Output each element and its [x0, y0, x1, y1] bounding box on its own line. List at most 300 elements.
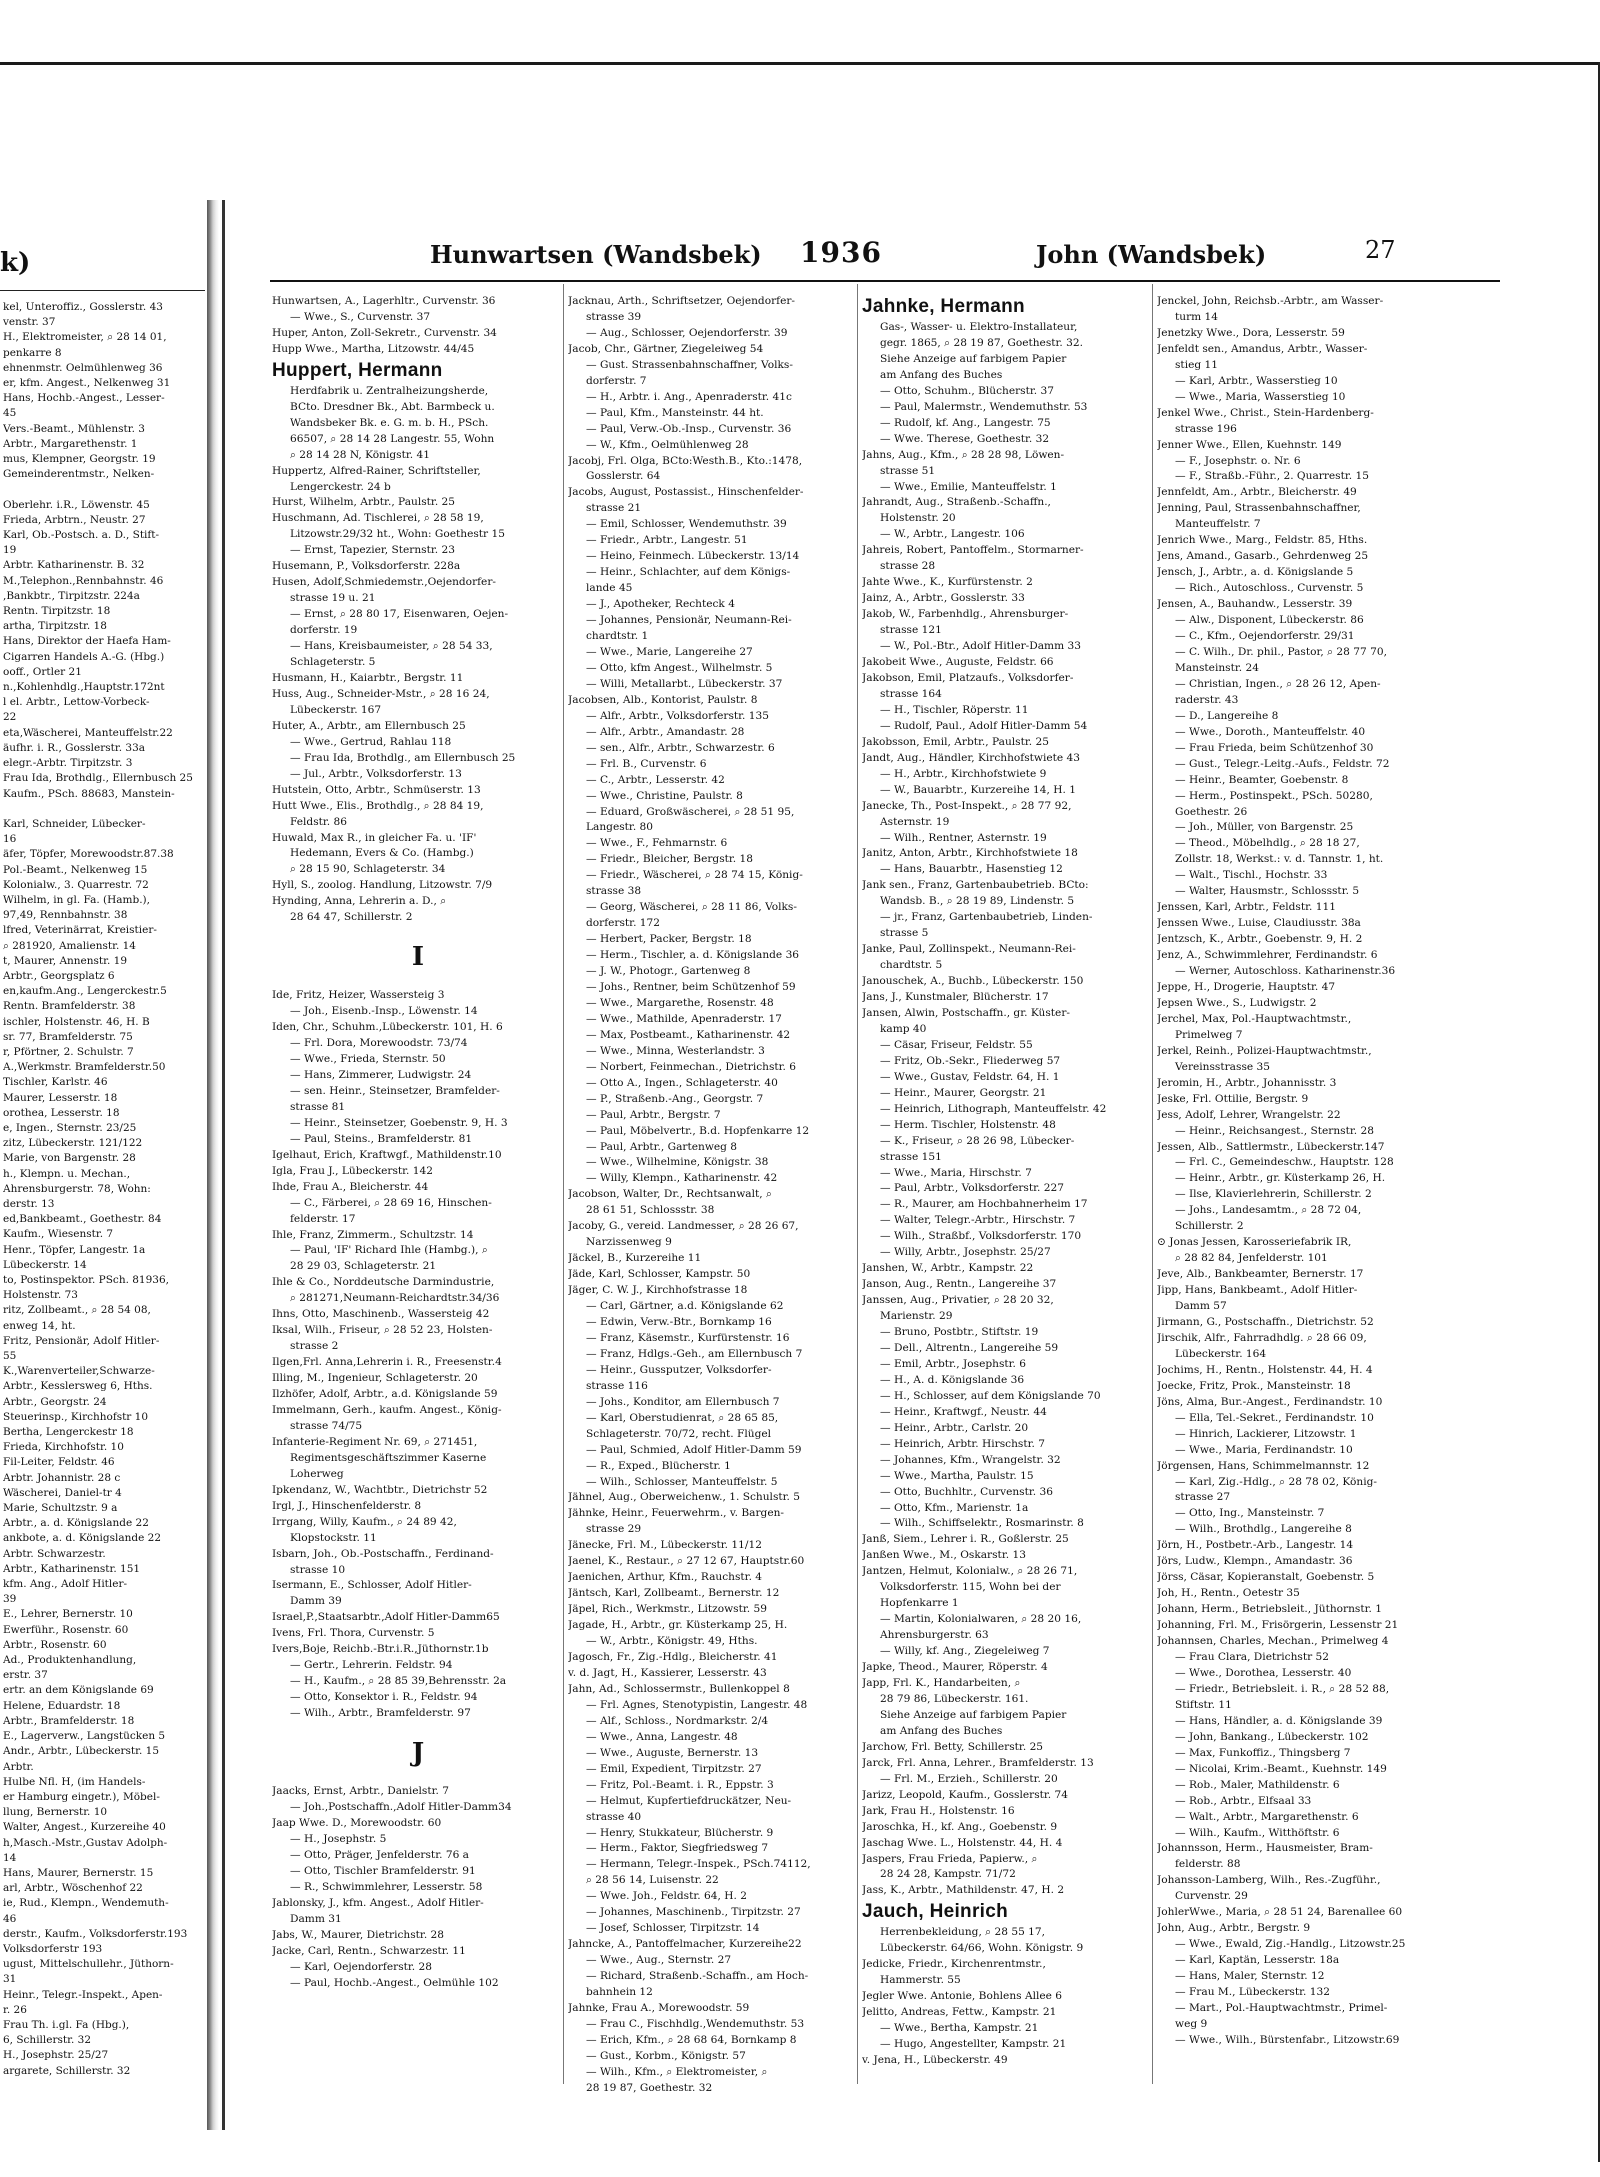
directory-entry: strasse 2	[290, 1340, 339, 1353]
left-page-line: 46	[3, 1912, 17, 1925]
directory-entry: Holstenstr. 20	[880, 512, 956, 525]
directory-entry: — Hermann, Telegr.-Inspek., PSch.74112,	[586, 1858, 811, 1871]
left-page-line: Tischler, Karlstr. 46	[3, 1076, 108, 1089]
left-page-line: Arbtr., Bramfelderstr. 18	[3, 1714, 135, 1727]
left-page-line: Karl, Schneider, Lübecker-	[3, 817, 146, 830]
directory-entry: — Erich, Kfm., ⌕ 28 68 64, Bornkamp 8	[586, 2033, 797, 2046]
directory-entry: Ihde, Frau A., Bleicherstr. 44	[272, 1180, 429, 1193]
directory-entry: — Paul, Hochb.-Angest., Oelmühle 102	[290, 1976, 499, 1989]
directory-entry: Jakobson, Emil, Platzaufs., Volksdorfer-	[862, 671, 1074, 684]
left-page-line: Frau Th. i.gl. Fa (Hbg.),	[3, 2018, 130, 2031]
left-page-line: eta,Wäscherei, Manteuffelstr.22	[3, 726, 173, 739]
left-page-rule	[0, 290, 205, 291]
directory-entry: Huss, Aug., Schneider-Mstr., ⌕ 28 16 24,	[272, 687, 490, 700]
directory-entry: — Wilh., Rentner, Asternstr. 19	[880, 831, 1047, 844]
directory-entry: — Cäsar, Friseur, Feldstr. 55	[880, 1038, 1033, 1051]
left-page-line: r. 26	[3, 2003, 27, 2016]
directory-entry: Klopstockstr. 11	[290, 1531, 377, 1544]
left-page-line: kfm. Ang., Adolf Hitler-	[3, 1578, 128, 1591]
directory-page	[240, 232, 1510, 2132]
directory-entry: Jaenichen, Arthur, Kfm., Rauchstr. 4	[568, 1571, 763, 1584]
directory-entry: — Heinr., Maurer, Georgstr. 21	[880, 1086, 1047, 1099]
directory-entry: — Johs., Rentner, beim Schützenhof 59	[586, 980, 796, 993]
left-page-line: 39	[3, 1593, 17, 1606]
directory-entry: — Edwin, Verw.-Btr., Bornkamp 16	[586, 1316, 772, 1328]
directory-entry: — Joh., Müller, von Bargenstr. 25	[1175, 821, 1354, 834]
directory-entry: — Friedr., Bleicher, Bergstr. 18	[586, 853, 754, 866]
left-page-heading: k)	[0, 248, 31, 278]
left-page-line: llung, Bernerstr. 10	[3, 1806, 108, 1819]
left-page-line: Bertha, Lengerckestr 18	[3, 1426, 134, 1439]
directory-entry: Johannsson, Herm., Hausmeister, Bram-	[1157, 1842, 1373, 1855]
left-page-line: lfred, Veterinärrat, Kreistier-	[3, 924, 157, 937]
left-page-line: Holstenstr. 73	[3, 1289, 78, 1302]
directory-entry: Janecke, Th., Post-Inspekt., ⌕ 28 77 92,	[862, 799, 1072, 812]
directory-entry: — W., Pol.-Btr., Adolf Hitler-Damm 33	[880, 640, 1081, 653]
left-page-line: ed,Bankbeamt., Goethestr. 84	[3, 1213, 162, 1226]
directory-entry: — Wilh., Arbtr., Bramfelderstr. 97	[290, 1707, 471, 1720]
directory-entry: — Hugo, Angestellter, Kampstr. 21	[880, 2038, 1067, 2051]
directory-entry: Jahn, Ad., Schlossermstr., Bullenkoppel 8	[568, 1682, 790, 1695]
directory-entry: — Willy, kf. Ang., Ziegeleiweg 7	[880, 1645, 1050, 1658]
left-page-line: M.,Telephon.,Rennbahnstr. 46	[3, 574, 164, 587]
directory-entry: Huppertz, Alfred-Rainer, Schriftsteller,	[272, 464, 481, 477]
left-page-line: Fritz, Pensionär, Adolf Hitler-	[3, 1334, 160, 1347]
left-page-line: l el. Arbtr., Lettow-Vorbeck-	[3, 696, 150, 709]
directory-entry: — Frl. B., Curvenstr. 6	[586, 757, 707, 770]
directory-entry: Johann, Herm., Betriebsleit., Jüthornstr. 1	[1157, 1603, 1383, 1616]
directory-entry: — Otto, Präger, Jenfelderstr. 76 a	[290, 1848, 469, 1861]
directory-entry: — Wwe., Ewald, Zig.-Handlg., Litzowstr.25	[1175, 1938, 1406, 1951]
directory-entry: — Wwe., Maria, Wasserstieg 10	[1175, 390, 1346, 403]
directory-entry: — Wwe., Wilhelmine, Königstr. 38	[586, 1156, 769, 1169]
left-page-line: Wäscherei, Daniel-tr 4	[3, 1486, 122, 1499]
directory-entry: — Gust., Telegr.-Leitg.-Aufs., Feldstr. 72	[1175, 757, 1390, 770]
left-page-line: derstr. 13	[3, 1197, 55, 1210]
directory-entry: strasse 10	[290, 1563, 346, 1576]
directory-entry: Jähnel, Aug., Oberweichenw., 1. Schulstr. 5	[568, 1491, 801, 1504]
directory-entry: Ihle & Co., Norddeutsche Darmindustrie,	[272, 1276, 495, 1289]
directory-entry: 28 24 28, Kampstr. 71/72	[880, 1868, 1016, 1881]
directory-entry: Jaschag Wwe. L., Holstenstr. 44, H. 4	[862, 1836, 1063, 1849]
directory-entry: Jess, Adolf, Lehrer, Wrangelstr. 22	[1157, 1108, 1341, 1121]
directory-entry: Irgl, J., Hinschenfelderstr. 8	[272, 1499, 422, 1512]
directory-entry: — Herm., Postinspekt., PSch. 50280,	[1175, 789, 1373, 802]
directory-entry: — H., Tischler, Röperstr. 11	[880, 703, 1029, 716]
directory-entry: — Paul, Arbtr., Volksdorferstr. 227	[880, 1182, 1064, 1195]
directory-entry: — Willi, Metallarbt., Lübeckerstr. 37	[586, 677, 783, 690]
directory-entry: — Hans, Händler, a. d. Königslande 39	[1175, 1714, 1383, 1727]
directory-entry: Herdfabrik u. Zentralheizungsherde,	[290, 384, 489, 397]
directory-entry: — Wwe., Margarethe, Rosenstr. 48	[586, 996, 774, 1009]
directory-entry: Joecke, Fritz, Prok., Mansteinstr. 18	[1157, 1379, 1351, 1392]
directory-entry: Jass, K., Arbtr., Mathildenstr. 47, H. 2	[862, 1884, 1065, 1897]
left-page-line: h., Klempn. u. Mechan.,	[3, 1167, 131, 1180]
left-page-line: ⌕ 281920, Amalienstr. 14	[3, 939, 136, 952]
directory-entry: — Emil, Schlosser, Wendemuthstr. 39	[586, 518, 787, 531]
directory-entry: — Bruno, Postbtr., Stiftstr. 19	[880, 1326, 1039, 1339]
directory-entry: Jainz, A., Arbtr., Gosslerstr. 33	[862, 592, 1025, 605]
directory-entry: Jacobsen, Alb., Kontorist, Paulstr. 8	[568, 693, 758, 706]
directory-entry: — Otto, Schuhm., Blücherstr. 37	[880, 384, 1054, 397]
directory-entry: — Josef, Schlosser, Tirpitzstr. 14	[586, 1922, 760, 1935]
directory-entry: Stiftstr. 11	[1175, 1698, 1232, 1711]
directory-entry: Manteuffelstr. 7	[1175, 518, 1261, 531]
directory-entry: Hutt Wwe., Elis., Brothdlg., ⌕ 28 84 19,	[272, 799, 484, 812]
left-page-line: Frieda, Arbtrn., Neustr. 27	[3, 513, 146, 526]
directory-entry: Jeske, Frl. Ottilie, Bergstr. 9	[1157, 1092, 1309, 1105]
directory-entry: Jochims, H., Rentn., Holstenstr. 44, H. 4	[1157, 1363, 1373, 1376]
directory-entry: — Wilh., Schlosser, Manteuffelstr. 5	[586, 1475, 778, 1488]
directory-entry: am Anfang des Buches	[880, 368, 1003, 381]
left-page-line: äfer, Töpfer, Morewoodstr.87.38	[3, 848, 174, 861]
featured-listing: Huppert, Hermann	[272, 359, 443, 381]
directory-entry: Israel,P.,Staatsarbtr.,Adolf Hitler-Damm65	[272, 1611, 500, 1624]
directory-entry: Janke, Paul, Zollinspekt., Neumann-Rei-	[862, 943, 1076, 956]
directory-entry: — Wwe., Gustav, Feldstr. 64, H. 1	[880, 1070, 1060, 1083]
left-page-line: ertr. an dem Königslande 69	[3, 1684, 154, 1697]
left-page-line: Ad., Produktenhandlung,	[3, 1654, 137, 1667]
directory-entry: — Christian, Ingen., ⌕ 28 26 12, Apen-	[1175, 677, 1381, 690]
directory-entry: Illing, M., Ingenieur, Schlageterstr. 20	[272, 1372, 478, 1385]
directory-column-1	[272, 294, 564, 1991]
directory-entry: — Alf., Schloss., Nordmarkstr. 2/4	[586, 1714, 769, 1727]
directory-entry: — Wwe., Wilh., Bürstenfabr., Litzowstr.69	[1175, 2033, 1400, 2046]
directory-entry: — Frl. C., Gemeindeschw., Hauptstr. 128	[1175, 1156, 1394, 1169]
left-page-line: Hulbe Nfl. H, (im Handels-	[3, 1775, 146, 1788]
directory-entry: — Alfr., Arbtr., Volksdorferstr. 135	[586, 709, 770, 722]
directory-entry: Jirschik, Alfr., Fahrradhdlg. ⌕ 28 66 09,	[1157, 1331, 1367, 1344]
directory-entry: — Hans, Bauarbtr., Hasenstieg 12	[880, 863, 1063, 876]
left-page-line: arl, Arbtr., Wöschenhof 22	[3, 1882, 143, 1895]
left-page-line: Frau Ida, Brothdlg., Ellernbusch 25	[3, 772, 193, 785]
directory-entry: — Gertr., Lehrerin. Feldstr. 94	[290, 1659, 453, 1672]
directory-entry: Jegler Wwe. Antonie, Bohlens Allee 6	[862, 1990, 1063, 2003]
directory-entry: gegr. 1865, ⌕ 28 19 87, Goethestr. 32.	[880, 336, 1084, 349]
directory-entry: Johansson-Lamberg, Wilh., Res.-Zugführ.,	[1157, 1874, 1381, 1887]
directory-entry: Jans, J., Kunstmaler, Blücherstr. 17	[862, 991, 1049, 1004]
directory-entry: — Karl, Oberstudienrat, ⌕ 28 65 85,	[586, 1411, 779, 1424]
left-page-line: venstr. 37	[3, 316, 56, 329]
directory-entry: — Wwe., Minna, Westerlandstr. 3	[586, 1044, 765, 1057]
left-page-line: Kaufm., PSch. 88683, Manstein-	[3, 787, 175, 800]
directory-entry: Zollstr. 18, Werkst.: v. d. Tannstr. 1, ht.	[1175, 853, 1384, 866]
directory-entry: — Herbert, Packer, Bergstr. 18	[586, 933, 752, 946]
directory-entry: — P., Straßenb.-Ang., Georgstr. 7	[586, 1092, 764, 1105]
directory-entry: Jensch, J., Arbtr., a. d. Königslande 5	[1157, 566, 1354, 579]
directory-entry: — Henry, Stukkateur, Blücherstr. 9	[586, 1826, 774, 1839]
left-page-line: Fil-Leiter, Feldstr. 46	[3, 1456, 115, 1469]
directory-entry: — Hans, Maler, Sternstr. 12	[1175, 1970, 1325, 1983]
directory-entry: 66507, ⌕ 28 14 28 Langestr. 55, Wohn	[290, 432, 495, 445]
directory-entry: Husemann, P., Volksdorferstr. 228a	[272, 560, 461, 573]
directory-entry: Jaspers, Frau Frieda, Papierw., ⌕	[862, 1852, 1038, 1865]
directory-entry: 28 61 51, Schlossstr. 38	[586, 1204, 715, 1217]
directory-entry: Jipp, Hans, Bankbeamt., Adolf Hitler-	[1157, 1284, 1358, 1297]
left-page-line: Marie, von Bargenstr. 28	[3, 1152, 136, 1165]
directory-entry: — Heinr., Kraftwgf., Neustr. 44	[880, 1405, 1047, 1418]
directory-entry: Ide, Fritz, Heizer, Wassersteig 3	[272, 989, 445, 1002]
left-page-line: ankbote, a. d. Königslande 22	[3, 1532, 161, 1545]
directory-entry: — Heinr., Arbtr., Carlstr. 20	[880, 1421, 1029, 1434]
directory-entry: ⌕ 28 14 28 N, Königstr. 41	[290, 448, 430, 461]
directory-entry: Wandsb. B., ⌕ 28 19 89, Lindenstr. 5	[880, 895, 1075, 908]
left-page-line: erstr. 37	[3, 1669, 48, 1682]
directory-entry: Damm 31	[290, 1912, 342, 1925]
directory-entry: strasse 74/75	[290, 1419, 363, 1432]
directory-entry: — Frl. M., Erzieh., Schillerstr. 20	[880, 1772, 1058, 1785]
directory-entry: Jörn, H., Postbetr.-Arb., Langestr. 14	[1157, 1539, 1354, 1552]
directory-entry: Jahrandt, Aug., Straßenb.-Schaffn.,	[862, 496, 1051, 509]
directory-entry: strasse 39	[586, 310, 642, 323]
left-page-line: en,kaufm.Ang., Lengerckestr.5	[3, 985, 167, 998]
directory-entry: — Wwe., Christine, Paulstr. 8	[586, 789, 743, 802]
directory-entry: — Jul., Arbtr., Volksdorferstr. 13	[290, 767, 462, 780]
directory-entry: — Martin, Kolonialwaren, ⌕ 28 20 16,	[880, 1613, 1082, 1626]
directory-entry: am Anfang des Buches	[880, 1724, 1003, 1737]
directory-entry: — Mart., Pol.-Hauptwachtmstr., Primel-	[1175, 2001, 1388, 2014]
directory-entry: Siehe Anzeige auf farbigem Papier	[880, 1708, 1067, 1721]
directory-entry: strasse 121	[880, 624, 942, 637]
directory-entry: — H., Kaufm., ⌕ 28 85 39,Behrensstr. 2a	[290, 1675, 507, 1688]
left-page-line: Marie, Schultzstr. 9 a	[3, 1502, 118, 1515]
directory-entry: — Karl, Arbtr., Wasserstieg 10	[1175, 374, 1338, 387]
directory-entry: BCto. Dresdner Bk., Abt. Barmbeck u.	[290, 400, 495, 413]
left-page-line: elegr.-Arbtr. Tirpitzstr. 3	[3, 757, 133, 770]
directory-entry: Joh, H., Rentn., Oetestr 35	[1157, 1587, 1300, 1600]
directory-entry: chardtstr. 1	[586, 630, 649, 643]
directory-entry: Hyll, S., zoolog. Handlung, Litzowstr. 7/9	[272, 879, 493, 892]
directory-entry: Ilzhöfer, Adolf, Arbtr., a.d. Königslande 59	[272, 1388, 498, 1401]
directory-entry: — Herm., Faktor, Siegfriedsweg 7	[586, 1842, 769, 1855]
directory-entry: — H., A. d. Königslande 36	[880, 1373, 1025, 1386]
directory-entry: raderstr. 43	[1175, 693, 1239, 706]
header-year: 1936	[800, 236, 882, 269]
directory-column-4	[1157, 294, 1457, 2049]
directory-entry: Lengerckestr. 24 b	[290, 480, 391, 493]
directory-entry: — Otto, Kfm., Marienstr. 1a	[880, 1501, 1029, 1514]
directory-entry: — H., Arbtr. i. Ang., Apenraderstr. 41c	[586, 390, 792, 403]
directory-entry: — Friedr., Arbtr., Langestr. 51	[586, 534, 748, 547]
directory-entry: — Otto A., Ingen., Schlageterstr. 40	[586, 1076, 778, 1089]
directory-entry: — Hans, Kreisbaumeister, ⌕ 28 54 33,	[290, 640, 493, 653]
directory-entry: — Johannes, Maschinenb., Tirpitzstr. 27	[586, 1906, 801, 1919]
left-page-line: Andr., Arbtr., Lübeckerstr. 15	[3, 1745, 160, 1758]
directory-entry: John, Aug., Arbtr., Bergstr. 9	[1157, 1922, 1311, 1935]
left-page-line: Ahrensburgerstr. 78, Wohn:	[3, 1182, 151, 1195]
directory-entry: ⌕ 28 15 90, Schlageterstr. 34	[290, 863, 446, 876]
directory-entry: — W., Bauarbtr., Kurzereihe 14, H. 1	[880, 783, 1076, 796]
directory-column-3	[862, 294, 1154, 2069]
directory-entry: Jenssen Wwe., Luise, Claudiusstr. 38a	[1157, 917, 1361, 930]
directory-entry: Hynding, Anna, Lehrerin a. D., ⌕	[272, 895, 447, 908]
directory-entry: — Frl. Agnes, Stenotypistin, Langestr. 48	[586, 1698, 808, 1711]
directory-entry: — Georg, Wäscherei, ⌕ 28 11 86, Volks-	[586, 901, 797, 914]
directory-entry: — Wwe., F., Fehmarnstr. 6	[586, 837, 728, 850]
directory-entry: Hopfenkarre 1	[880, 1597, 959, 1610]
directory-entry: — Franz, Hdlgs.-Geh., am Ellernbusch 7	[586, 1347, 803, 1360]
directory-entry: — Wwe., Emilie, Manteuffelstr. 1	[880, 480, 1057, 493]
directory-entry: Jark, Frau H., Holstenstr. 16	[862, 1804, 1015, 1817]
directory-entry: — Max, Postbeamt., Katharinenstr. 42	[586, 1028, 791, 1041]
directory-entry: — Otto, Konsektor i. R., Feldstr. 94	[290, 1691, 478, 1704]
left-page-line: Arbtr., Kesslersweg 6, Hths.	[3, 1380, 153, 1393]
left-page-line: Lübeckerstr. 14	[3, 1258, 87, 1271]
directory-entry: Goethestr. 26	[1175, 805, 1248, 818]
directory-entry: — Wilh., Brothdlg., Langereihe 8	[1175, 1523, 1352, 1536]
directory-entry: JohlerWwe., Maria, ⌕ 28 51 24, Barenallee 60	[1157, 1906, 1403, 1919]
section-letter: J	[411, 1738, 425, 1769]
left-page-line: artha, Tirpitzstr. 18	[3, 620, 107, 633]
directory-entry: Huter, A., Arbtr., am Ellernbusch 25	[272, 719, 466, 732]
directory-entry: turm 14	[1175, 310, 1219, 323]
directory-entry: Jarchow, Frl. Betty, Schillerstr. 25	[862, 1740, 1044, 1753]
directory-entry: — Paul, Schmied, Adolf Hitler-Damm 59	[586, 1443, 802, 1456]
directory-entry: Schillerstr. 2	[1175, 1220, 1244, 1233]
directory-entry: Jirmann, G., Postschaffn., Dietrichstr. 52	[1157, 1316, 1374, 1328]
directory-entry: — Max, Funkoffiz., Thingsberg 7	[1175, 1746, 1351, 1759]
directory-entry: Jacoby, G., vereid. Landmesser, ⌕ 28 26 67,	[568, 1220, 799, 1233]
directory-entry: — C., Arbtr., Lesserstr. 42	[586, 773, 725, 786]
directory-entry: — J. W., Photogr., Gartenweg 8	[586, 965, 751, 978]
left-page-line: ugust, Mittelschullehr., Jüthorn-	[3, 1958, 174, 1971]
directory-entry: — Friedr., Wäscherei, ⌕ 28 74 15, König-	[586, 869, 803, 882]
directory-entry: — Wwe., Aug., Sternstr. 27	[586, 1954, 732, 1967]
directory-entry: — Wwe., Dorothea, Lesserstr. 40	[1175, 1666, 1352, 1679]
directory-entry: — Wwe., Frieda, Sternstr. 50	[290, 1053, 446, 1066]
left-page-line: Maurer, Lesserstr. 18	[3, 1091, 118, 1104]
page-top-edge	[0, 62, 1600, 65]
directory-entry: Litzowstr.29/32 ht., Wohn: Goethestr 15	[290, 528, 505, 541]
left-page-line: Arbtr.	[3, 1760, 34, 1773]
directory-entry: — Otto, Ing., Mansteinstr. 7	[1175, 1507, 1325, 1520]
directory-entry: Jahncke, A., Pantoffelmacher, Kurzereihe22	[568, 1938, 802, 1951]
directory-entry: Jakobeit Wwe., Auguste, Feldstr. 66	[862, 656, 1054, 669]
directory-entry: Jentzsch, K., Arbtr., Goebenstr. 9, H. 2	[1157, 933, 1363, 946]
header-range-end: John (Wandsbek)	[1036, 240, 1267, 269]
directory-entry: strasse 28	[880, 560, 936, 573]
directory-entry: Hutstein, Otto, Arbtr., Schmüserstr. 13	[272, 783, 481, 796]
directory-entry: — sen. Heinr., Steinsetzer, Bramfelder-	[290, 1084, 500, 1097]
directory-entry: Japke, Theod., Maurer, Röperstr. 4	[862, 1661, 1048, 1674]
directory-entry: Asternstr. 19	[880, 815, 950, 828]
left-facing-page	[0, 120, 205, 2130]
directory-entry: — Johannes, Pensionär, Neumann-Rei-	[586, 614, 792, 627]
directory-entry: Jenkel Wwe., Christ., Stein-Hardenberg-	[1157, 406, 1374, 419]
directory-entry: — Wilh., Kfm., ⌕ Elektromeister, ⌕	[586, 2065, 768, 2078]
book-gutter-shadow	[222, 200, 225, 2130]
directory-entry: Jäger, C. W. J., Kirchhofstrasse 18	[568, 1284, 748, 1297]
page-number: 27	[1365, 236, 1396, 264]
left-page-line: derstr., Kaufm., Volksdorferstr.193	[3, 1927, 188, 1940]
directory-entry: — Frau Frieda, beim Schützenhof 30	[1175, 741, 1374, 754]
directory-entry: — Karl, Zig.-Hdlg., ⌕ 28 78 02, König-	[1175, 1475, 1377, 1488]
left-page-line: Wilhelm, in gl. Fa. (Hamb.),	[3, 893, 150, 906]
directory-entry: Jelitto, Andreas, Fettw., Kampstr. 21	[862, 2006, 1057, 2019]
directory-entry: — Paul, Malermstr., Wendemuthstr. 53	[880, 400, 1088, 413]
directory-entry: — Joh.,Postschaffn.,Adolf Hitler-Damm34	[290, 1801, 512, 1814]
left-page-line: Oberlehr. i.R., Löwenstr. 45	[3, 498, 150, 511]
left-page-line: 45	[3, 407, 17, 420]
left-page-line: Arbtr., Georgsplatz 6	[3, 969, 115, 982]
left-page-line: r, Pförtner, 2. Schulstr. 7	[3, 1045, 134, 1058]
left-page-line: enweg 14, ht.	[3, 1319, 76, 1332]
left-page-line: 22	[3, 711, 17, 724]
directory-entry: — Hans, Zimmerer, Ludwigstr. 24	[290, 1068, 472, 1081]
left-page-line: Gemeinderentmstr., Nelken-	[3, 468, 155, 481]
directory-entry: Jörs, Ludw., Klempn., Amandastr. 36	[1157, 1555, 1353, 1568]
directory-entry: — Otto, Tischler Bramfelderstr. 91	[290, 1864, 476, 1877]
left-page-line: Karl, Ob.-Postsch. a. D., Stift-	[3, 529, 160, 542]
directory-entry: — Wwe., Anna, Langestr. 48	[586, 1730, 738, 1743]
directory-entry: Jenckel, John, Reichsb.-Arbtr., am Wasser-	[1157, 295, 1384, 307]
directory-entry: — Johs., Konditor, am Ellernbusch 7	[586, 1395, 780, 1408]
directory-entry: strasse 5	[880, 927, 929, 940]
directory-entry: Jessen, Alb., Sattlermstr., Lübeckerstr.147	[1157, 1140, 1385, 1153]
left-page-line: 55	[3, 1350, 17, 1363]
directory-entry: — Frau Clara, Dietrichstr 52	[1175, 1651, 1330, 1664]
left-page-line: Walter, Angest., Kurzereihe 40	[3, 1821, 166, 1834]
left-page-line: Arbtr., Georgstr. 24	[3, 1395, 107, 1408]
directory-entry: — Alw., Disponent, Lübeckerstr. 86	[1175, 614, 1364, 627]
directory-entry: — Willy, Arbtr., Josephstr. 25/27	[880, 1246, 1051, 1259]
directory-entry: — W., Arbtr., Langestr. 106	[880, 528, 1025, 541]
left-page-line: Kaufm., Wiesenstr. 7	[3, 1228, 114, 1241]
directory-entry: — Paul, Arbtr., Bergstr. 7	[586, 1108, 721, 1121]
directory-entry: Janouschek, A., Buchb., Lübeckerstr. 150	[862, 975, 1084, 988]
directory-entry: weg 9	[1175, 2017, 1208, 2030]
directory-entry: — R., Exped., Blücherstr. 1	[586, 1459, 731, 1472]
left-page-line: 6, Schillerstr. 32	[3, 2034, 92, 2047]
directory-entry: — Aug., Schlosser, Oejendorferstr. 39	[586, 326, 788, 339]
directory-entry: Lübeckerstr. 164	[1175, 1347, 1267, 1360]
left-page-line: ,Bankbtr., Tirpitzstr. 224a	[3, 589, 140, 602]
directory-entry: — H., Arbtr., Kirchhofstwiete 9	[880, 767, 1047, 780]
directory-entry: — Norbert, Feinmechan., Dietrichstr. 6	[586, 1060, 797, 1073]
directory-entry: — Friedr., Betriebsleit. i. R., ⌕ 28 52 88,	[1175, 1682, 1390, 1695]
directory-entry: Primelweg 7	[1175, 1028, 1243, 1041]
left-page-line: Vers.-Beamt., Mühlenstr. 3	[3, 422, 145, 435]
left-page-line: Arbtr., Rosenstr. 60	[3, 1638, 107, 1651]
directory-entry: strasse 196	[1175, 422, 1237, 435]
left-page-line: Hans, Maurer, Bernerstr. 15	[3, 1866, 154, 1879]
directory-entry: Ahrensburgerstr. 63	[880, 1629, 989, 1642]
directory-entry: — Herm. Tischler, Holstenstr. 48	[880, 1118, 1056, 1131]
directory-entry: — Heinr., Gussputzer, Volksdorfer-	[586, 1363, 772, 1376]
directory-entry: — Frau M., Lübeckerstr. 132	[1175, 1986, 1330, 1999]
left-page-line: H., Josephstr. 25/27	[3, 2049, 109, 2062]
directory-entry: Ilgen,Frl. Anna,Lehrerin i. R., Freesenstr.4	[272, 1356, 502, 1369]
left-page-line	[3, 802, 201, 817]
directory-entry: — Fritz, Pol.-Beamt. i. R., Eppstr. 3	[586, 1778, 774, 1791]
directory-entry: — Heinr., Beamter, Goebenstr. 8	[1175, 773, 1349, 786]
directory-entry: — Rich., Autoschloss., Curvenstr. 5	[1175, 582, 1364, 595]
directory-entry: Hurst, Wilhelm, Arbtr., Paulstr. 25	[272, 496, 456, 509]
directory-entry: Jäpel, Rich., Werkmstr., Litzowstr. 59	[568, 1603, 767, 1616]
directory-entry: Jänecke, Frl. M., Lübeckerstr. 11/12	[568, 1539, 762, 1552]
directory-entry: Huwald, Max R., in gleicher Fa. u. 'IF'	[272, 831, 477, 844]
directory-entry: — Gust., Korbm., Königstr. 57	[586, 2049, 746, 2062]
directory-entry: — Rob., Arbtr., Elfsaal 33	[1175, 1794, 1312, 1807]
directory-entry: Janß, Siem., Lehrer i. R., Goßlerstr. 25	[862, 1533, 1069, 1546]
directory-column-2	[568, 294, 860, 2097]
directory-entry: — Wwe., Doroth., Manteuffelstr. 40	[1175, 725, 1366, 738]
directory-entry: felderstr. 88	[1175, 1858, 1241, 1871]
directory-entry: strasse 21	[586, 502, 642, 515]
left-page-line: Rentn. Bramfelderstr. 38	[3, 1000, 136, 1013]
directory-entry: Jörgensen, Hans, Schimmelmannstr. 12	[1157, 1459, 1370, 1472]
directory-entry: Vereinsstrasse 35	[1175, 1060, 1270, 1073]
